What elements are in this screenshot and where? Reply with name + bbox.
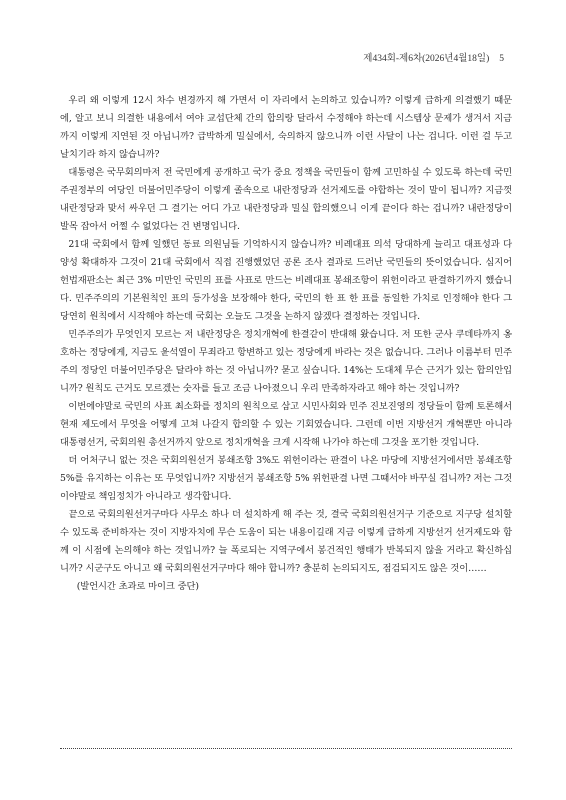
paragraph: 대통령은 국무회의마저 전 국민에게 공개하고 국가 중요 정책을 국민들이 함께 고민하실 수 있도록 하는데 국민주권정부의 여당인 더불어민주당이 이렇게 졸속으로 내란정당과 선거제도를 야합하는 것이 말이 됩니까? 지금껏 내란정당과 맞서 싸우던 그 결기는 어디 가고 내란정당과 밀실 합의했으니 이게 끝이다 하는 겁니까? 내란정당이 발목 잡아서 어쩔 수 없었다는 건 변명입니다.	[60, 167, 512, 232]
paragraph: 끝으로 국회의원선거구마다 사무소 하나 더 설치하게 해 주는 것, 결국 국회의원선거구 기준으로 지구당 설치할 수 있도록 준비하자는 것이 지방자치에 무슨 도움이 되는 내용이길래 지금 이렇게 급하게 지방선거 선거제도와 함께 이 시점에 논의해야 하는 것입니까? 늘 폭로되는 지역구에서 봉건적인 행태가 반복되지 않을 거라고 확신하십니까? 시군구도 아니고 왜 국회의원선거구마다 해야 합니까? 충분히 논의되지도, 점검되지도 않은 것이……	[60, 509, 512, 574]
dotted-divider	[60, 748, 512, 749]
paragraph: 민주주의가 무엇인지 모르는 저 내란정당은 정치개혁에 한결같이 반대해 왔습니다. 저 또한 군사 쿠데타까지 옹호하는 정당에게, 지금도 윤석열이 무죄라고 항변하고 있는 정당에게 바라는 것은 없습니다. 그러나 이름부터 민주주의 정당인 더불어민주당은 달라야 하는 것 아닙니까? 묻고 싶습니다. 14%는 도대체 무슨 근거가 있는 합의안입니까? 원칙도 근거도 모르겠는 숫자를 들고 조금 나아졌으니 우리 만족하자라고 해야 하는 것입니까?	[60, 329, 512, 394]
paragraph: 이번에야말로 국민의 사표 최소화를 정치의 원칙으로 삼고 시민사회와 민주 진보진영의 정당들이 함께 토론해서 현재 제도에서 무엇을 어떻게 고쳐 나갈지 합의할 수 있는 기회였습니다. 그런데 이번 지방선거 개혁뿐만 아니라 대통령선거, 국회의원 총선거까지 앞으로 정치개혁을 크게 시작해 나가야 하는데 그것을 포기한 것입니다.	[60, 401, 512, 448]
speech-text	[60, 92, 512, 596]
page-number: 5	[499, 54, 504, 64]
paragraph: 더 어처구니 없는 것은 국회의원선거 봉쇄조항 3%도 위헌이라는 판결이 나온 마당에 지방선거에서만 봉쇄조항 5%를 유지하는 이유는 또 무엇입니까? 지방선거 봉쇄조항 5% 위헌판결 나면 그때서야 바꾸실 겁니까? 저는 그것이야말로 책임정치가 아니라고 생각합니다.	[60, 455, 512, 502]
stage-note: (발언시간 초과로 마이크 중단)	[76, 581, 199, 592]
paragraph: 우리 왜 이렇게 12시 차수 변경까지 해 가면서 이 자리에서 논의하고 있습니까? 이렇게 급하게 의결했기 때문에, 알고 보니 의결한 내용에서 여야 교섭단체 간의 합의랑 달라서 수정해야 하는데 시스템상 문제가 생겨서 지금까지 이렇게 지연된 것 아닙니까? 급박하게 밀실에서, 숙의하지 않으니까 이런 사달이 나는 겁니다. 이런 걸 두고 날치기라 하지 않습니까?	[60, 95, 512, 160]
paragraph: 21대 국회에서 함께 일했던 동료 의원님들 기억하시지 않습니까? 비례대표 의석 당대하게 늘리고 대표성과 다양성 확대하자 그것이 21대 국회에서 직접 진행했었던 공론 조사 결과로 드러난 국민들의 뜻이었습니다. 심지어 헌법재판소는 최근 3% 미만인 국민의 표를 사표로 만드는 비례대표 봉쇄조항이 위헌이라고 판결하기까지 했습니다. 민주주의의 기본원칙인 표의 등가성을 보장해야 한다, 국민의 한 표 한 표를 동일한 가치로 인정해야 한다 그 당연히 원칙에서 시작해야 하는데 국회는 오늘도 그것을 논하지 않겠다 결정하는 것입니다.	[60, 239, 512, 322]
issue-info: 제434회-제6차(2026년4월18일)	[363, 54, 490, 64]
page-header	[363, 50, 504, 64]
